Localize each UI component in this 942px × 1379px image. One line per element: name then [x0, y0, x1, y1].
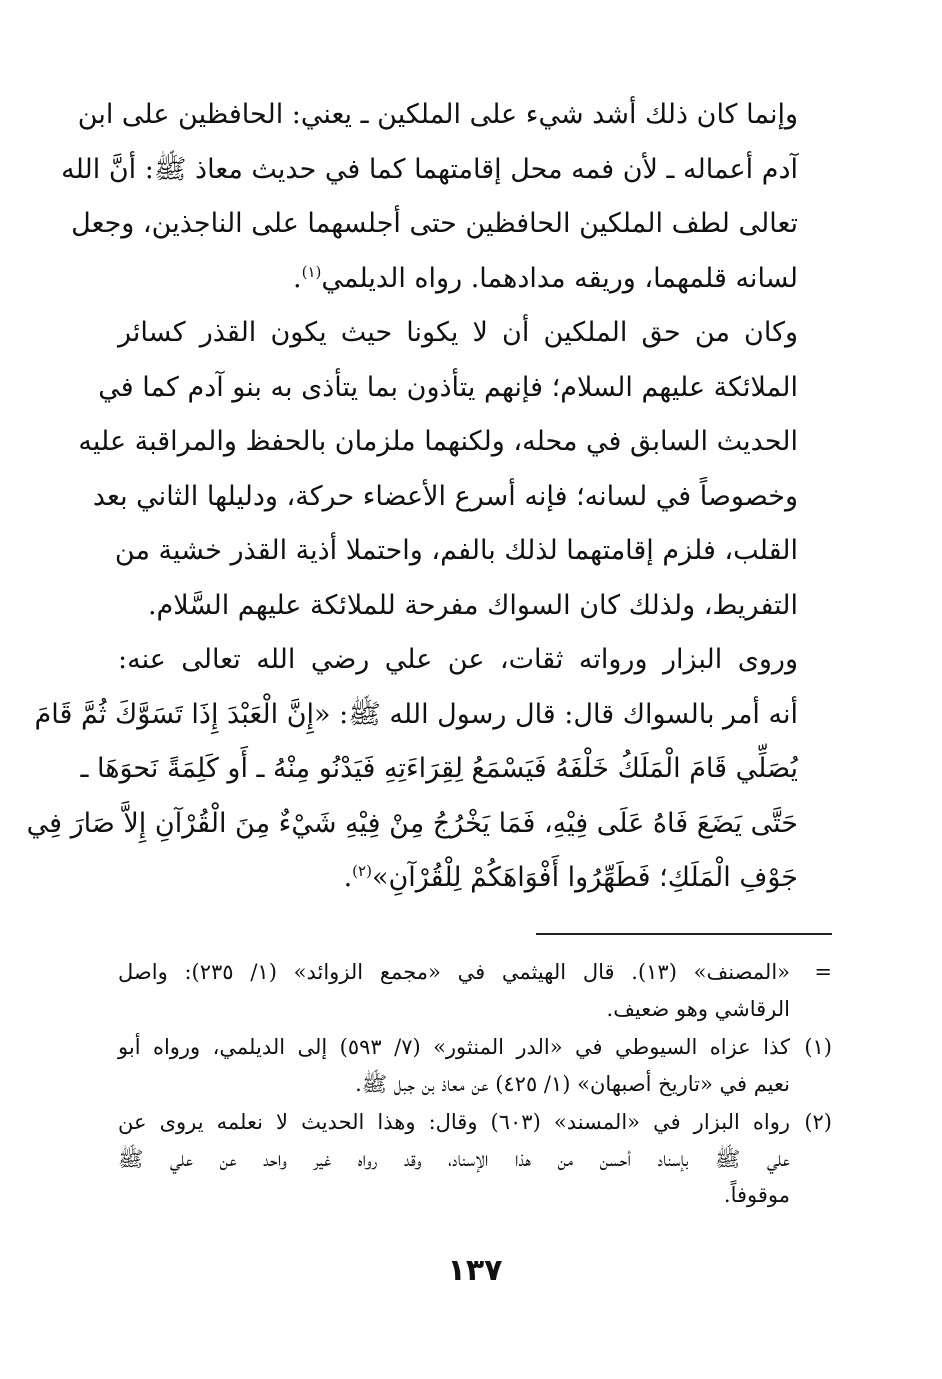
footnote-text	[118, 1104, 790, 1214]
book-page	[26, 88, 832, 1379]
line-text: لسانه قلمهما، وريقه مدادهما. رواه الديلمي	[321, 262, 798, 294]
text-line: وروى البزار ورواته ثقات، عن علي رضي الله تعالى عنه:	[118, 644, 798, 675]
footnote-line: كذا عزاه السيوطي في «الدر المنثور» (٧/ ٥٩٣) إلى الديلمي، ورواه أبو	[118, 1035, 790, 1059]
paragraph-2	[78, 306, 832, 633]
text-line: التفريط، ولذلك كان السواك مفرحة للملائكة عليهم السَّلام.	[147, 589, 798, 621]
text-line: حَتَّى يَضَعَ فَاهُ عَلَى فِيْهِ، فَمَا يَخْرُجُ مِنْ فِيْهِ شَيْءٌ مِنَ الْقُرْآنِ إِلاَّ صَارَ فِي	[26, 807, 798, 839]
footnote-line: الرقاشي وهو ضعيف.	[606, 996, 790, 1021]
text-line: الملائكة عليهم السلام؛ فإنهم يتأذون بما يتأذى به بنو آدم كما في	[98, 371, 798, 403]
text-line: الحديث السابق في محله، ولكنهما ملزمان بالحفظ والمراقبة عليه	[78, 426, 798, 457]
footnote-mark: =	[814, 960, 832, 984]
text-line: وخصوصاً في لسانه؛ فإنه أسرع الأعضاء حركة، ودليلها الثاني بعد	[92, 480, 798, 512]
line-text: جَوْفِ الْمَلَكِ؛ فَطَهِّرُوا أَفْوَاهَكُمْ لِلْقُرْآنِ»	[371, 862, 798, 893]
footnotes	[118, 954, 832, 1216]
footnote-continuation	[118, 954, 832, 1027]
text-line: يُصَلِّي قَامَ الْمَلَكُ خَلْفَهُ فَيَسْمَعُ لِقِرَاءَتِهِ فَيَدْنُو مِنْهُ ـ أَو كَلِمَةً نَحوَهَا ـ	[80, 753, 798, 784]
text-line: القلب، فلزم إقامتهما لذلك بالفم، واحتملا أذية القذر خشية من	[114, 535, 798, 566]
main-text	[26, 88, 832, 906]
footnote-line: علي ﷺ بإسناد أحسن من هذا الإسناد، وقد رواه غير واحد عن علي ﷺ	[118, 1146, 790, 1171]
footnote-reference: (١)	[301, 262, 322, 281]
footnote-reference: (٢)	[352, 862, 372, 880]
line-tail: .	[292, 262, 302, 294]
footnote-mark: (١)	[804, 1035, 832, 1059]
text-line	[118, 851, 832, 906]
footnote-separator	[536, 933, 832, 935]
paragraph-1	[61, 88, 832, 306]
footnote-line: رواه البزار في «المسند» (٦٠٣) وقال: وهذا الحديث لا نعلمه يروى عن	[118, 1110, 791, 1134]
footnote-line: نعيم في «تاريخ أصبهان» (١/ ٤٢٥) عن معاذ بن جبل ﷺ.	[355, 1071, 790, 1096]
text-line: آدم أعماله ـ لأن فمه محل إقامتهما كما في حديث معاذ ﷺ: أنَّ الله	[61, 153, 798, 185]
text-line	[118, 252, 832, 307]
footnote-text	[118, 1029, 790, 1102]
footnote-mark: (٢)	[804, 1110, 832, 1134]
paragraph-3	[26, 633, 832, 906]
footnote-text	[118, 954, 790, 1027]
text-line: أنه أمر بالسواك قال: قال رسول الله ﷺ: «إِنَّ الْعَبْدَ إِذَا تَسَوَّكَ ثُمَّ قَامَ	[34, 698, 798, 730]
footnote-line: «المصنف» (١٣). قال الهيثمي في «مجمع الزوائد» (١/ ٢٣٥): واصل	[118, 960, 791, 984]
page-number: ١٣٧	[447, 1253, 503, 1288]
text-line: وإنما كان ذلك أشد شيء على الملكين ـ يعني: الحافظين على ابن	[77, 99, 798, 130]
text-line: تعالى لطف الملكين الحافظين حتى أجلسهما على الناجذين، وجعل	[71, 208, 798, 239]
footnote-2	[118, 1104, 832, 1214]
footnote-1	[118, 1029, 832, 1102]
text-line: وكان من حق الملكين أن لا يكونا حيث يكون القذر كسائر	[118, 317, 798, 348]
footnote-line: موقوفاً.	[723, 1183, 790, 1207]
line-tail: .	[343, 862, 353, 893]
